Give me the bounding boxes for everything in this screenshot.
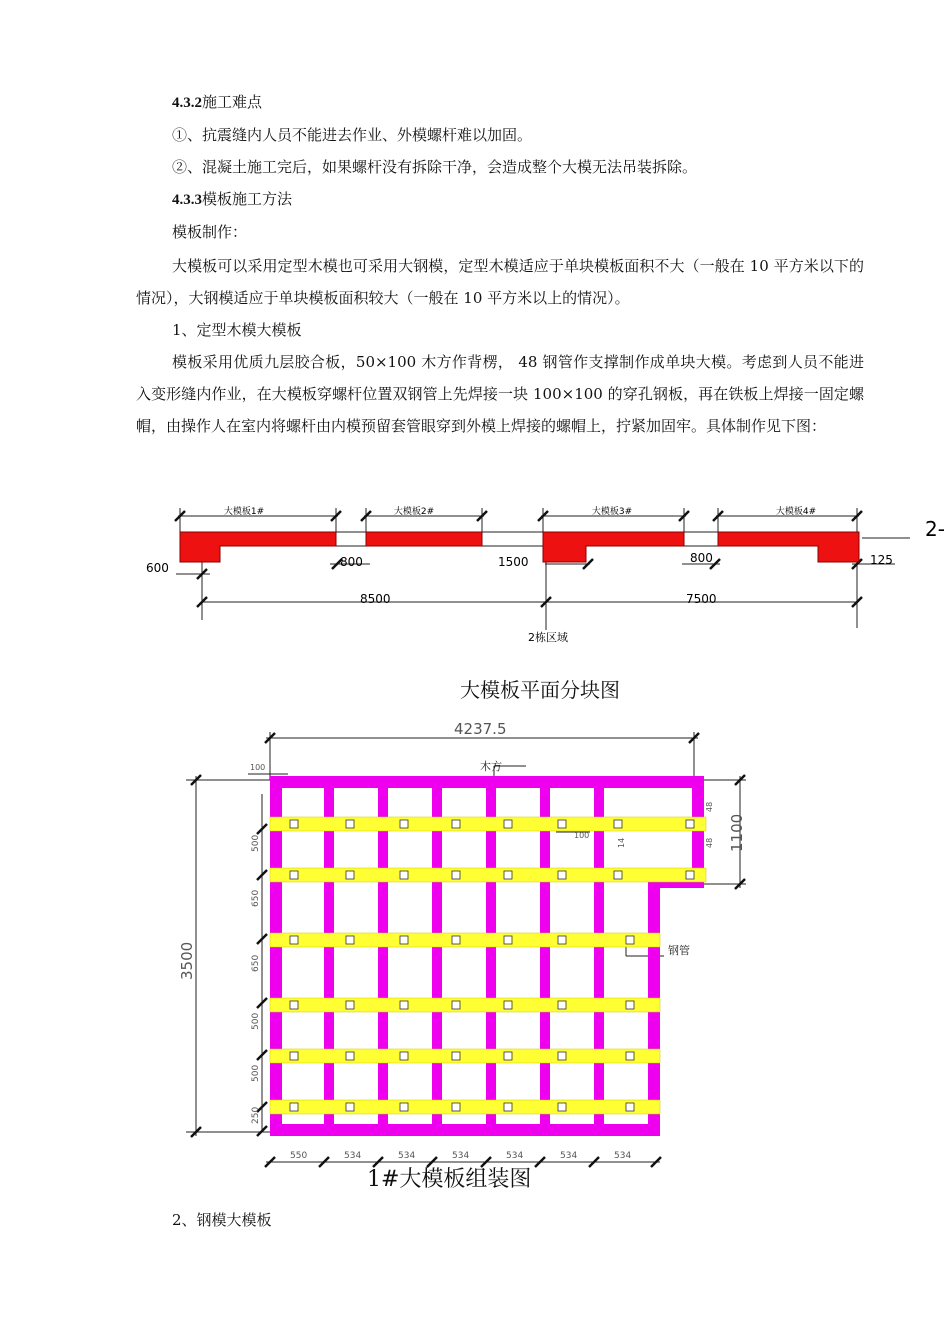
section-number: 4.3.3 — [172, 192, 202, 208]
label-wood: 木方 — [480, 760, 502, 773]
bolt-marker — [290, 871, 298, 879]
bolt-marker — [290, 1052, 298, 1060]
bolt-marker — [400, 1001, 408, 1009]
bottom-dim-label: 534 — [398, 1151, 416, 1161]
bolt-marker — [452, 1052, 460, 1060]
bolt-marker — [504, 820, 512, 828]
bolt-marker — [400, 820, 408, 828]
intro-paragraph: 大模板可以采用定型木模也可采用大钢模，定型木模适应于单块模板面积不大（一般在 10 平方米以下的情况），大钢模适应于单块模板面积较大（一般在 10 平方米以上的情况）。 — [136, 257, 864, 307]
dim-48-a: 48 — [705, 801, 714, 812]
panel-label-2: 大模板2# — [393, 507, 435, 517]
label-pipe: 钢管 — [668, 944, 690, 957]
dim-width: 4237.5 — [454, 720, 507, 738]
bolt-marker — [558, 1052, 566, 1060]
difficulty-item-2: ②、混凝土施工完后，如果螺杆没有拆除干净，会造成整个大模无法吊装拆除。 — [172, 158, 698, 176]
bolt-marker — [626, 1052, 634, 1060]
bolt-marker — [290, 936, 298, 944]
item-1-paragraph: 模板采用优质九层胶合板，50×100 木方作背楞， 48 钢管作支撑制作成单块大模。考虑到人员不能进入变形缝内作业，在大模板穿螺杆位置双钢管上先焊接一块 100×100 的穿孔钢板，再在铁板上焊接一固定螺帽，由操作人在室内将螺杆由内模预留套管眼穿到外模上焊接的螺帽上，拧紧加固牢。具体制作见下图： — [136, 353, 864, 435]
bolt-marker — [686, 871, 694, 879]
bolt-marker — [400, 1103, 408, 1111]
edge-label: 2- — [925, 517, 945, 541]
left-dim-label: 500 — [251, 1012, 261, 1030]
figure-2-caption: 1#大模板组装图 — [367, 1167, 532, 1192]
bolt-marker — [452, 871, 460, 879]
section-title: 施工难点 — [202, 93, 263, 111]
bottom-dim-label: 534 — [614, 1151, 632, 1161]
bottom-dim-label: 534 — [506, 1151, 524, 1161]
bottom-dim-label: 534 — [344, 1151, 362, 1161]
bolt-marker — [346, 936, 354, 944]
bolt-marker — [346, 871, 354, 879]
left-dim-label: 650 — [251, 889, 261, 907]
bolt-marker — [626, 936, 634, 944]
bolt-marker — [290, 1103, 298, 1111]
difficulty-item-1: ①、抗震缝内人员不能进去作业、外模螺杆难以加固。 — [172, 126, 533, 144]
section-title: 模板施工方法 — [202, 190, 293, 208]
section-4-3-3-heading — [172, 189, 292, 210]
left-dim-label: 500 — [251, 834, 261, 852]
bolt-marker — [558, 1001, 566, 1009]
figure-plan-split — [0, 490, 950, 650]
bolt-marker — [400, 1052, 408, 1060]
bolt-marker — [558, 871, 566, 879]
dim-48-b: 48 — [705, 837, 714, 848]
bolt-marker — [504, 871, 512, 879]
bolt-marker — [504, 1103, 512, 1111]
bolt-marker — [504, 1001, 512, 1009]
dim-top-small: 100 — [250, 763, 266, 772]
bottom-dim-label: 550 — [290, 1151, 308, 1161]
dim-1500: 1500 — [498, 555, 529, 569]
figure-1-caption: 大模板平面分块图 — [460, 678, 620, 702]
bottom-dims — [290, 1151, 631, 1161]
bolt-marker — [558, 1103, 566, 1111]
bolt-marker — [346, 1001, 354, 1009]
bolt-marker — [452, 936, 460, 944]
bolt-marker — [346, 1103, 354, 1111]
bolt-marker — [614, 820, 622, 828]
item-2-title: 2、钢模大模板 — [172, 1211, 272, 1229]
zone-label: 2栋区域 — [528, 631, 568, 644]
bottom-dim-label: 534 — [560, 1151, 578, 1161]
bolt-marker — [452, 1001, 460, 1009]
panel-label-1: 大模板1# — [223, 507, 265, 517]
bolt-marker — [346, 820, 354, 828]
bolt-marker — [504, 936, 512, 944]
bolt-marker — [614, 871, 622, 879]
dim-125: 125 — [870, 553, 893, 567]
making-label: 模板制作： — [172, 223, 248, 241]
bolt-marker — [400, 871, 408, 879]
dim-8500: 8500 — [360, 592, 391, 606]
bottom-dim-label: 534 — [452, 1151, 470, 1161]
dim-800-right: 800 — [690, 551, 713, 565]
section-4-3-2-heading — [172, 92, 262, 113]
figure-assembly — [0, 710, 950, 1180]
bolt-marker — [626, 1103, 634, 1111]
left-dim-label: 250 — [251, 1106, 261, 1124]
dim-right: 1100 — [728, 813, 746, 852]
dim-7500: 7500 — [686, 592, 717, 606]
bolt-marker — [290, 820, 298, 828]
dim-height: 3500 — [178, 941, 196, 980]
bolt-marker — [686, 820, 694, 828]
bolt-marker — [558, 936, 566, 944]
bolt-marker — [400, 936, 408, 944]
panel-label-4: 大模板4# — [775, 507, 817, 517]
dim-800-left: 800 — [340, 555, 363, 569]
dim-600: 600 — [146, 561, 169, 575]
dim-100-small: 100 — [574, 831, 590, 840]
section-number: 4.3.2 — [172, 95, 202, 111]
left-dim-label: 650 — [251, 954, 261, 972]
bolt-marker — [504, 1052, 512, 1060]
left-dim-label: 500 — [251, 1064, 261, 1082]
item-1-title: 1、定型木模大模板 — [172, 321, 302, 339]
dim-14-small: 14 — [617, 837, 626, 848]
bolt-marker — [558, 820, 566, 828]
bolt-marker — [452, 1103, 460, 1111]
bolt-marker — [346, 1052, 354, 1060]
bolt-marker — [626, 1001, 634, 1009]
bolt-marker — [452, 820, 460, 828]
panel-label-3: 大模板3# — [591, 507, 633, 517]
bolt-marker — [290, 1001, 298, 1009]
